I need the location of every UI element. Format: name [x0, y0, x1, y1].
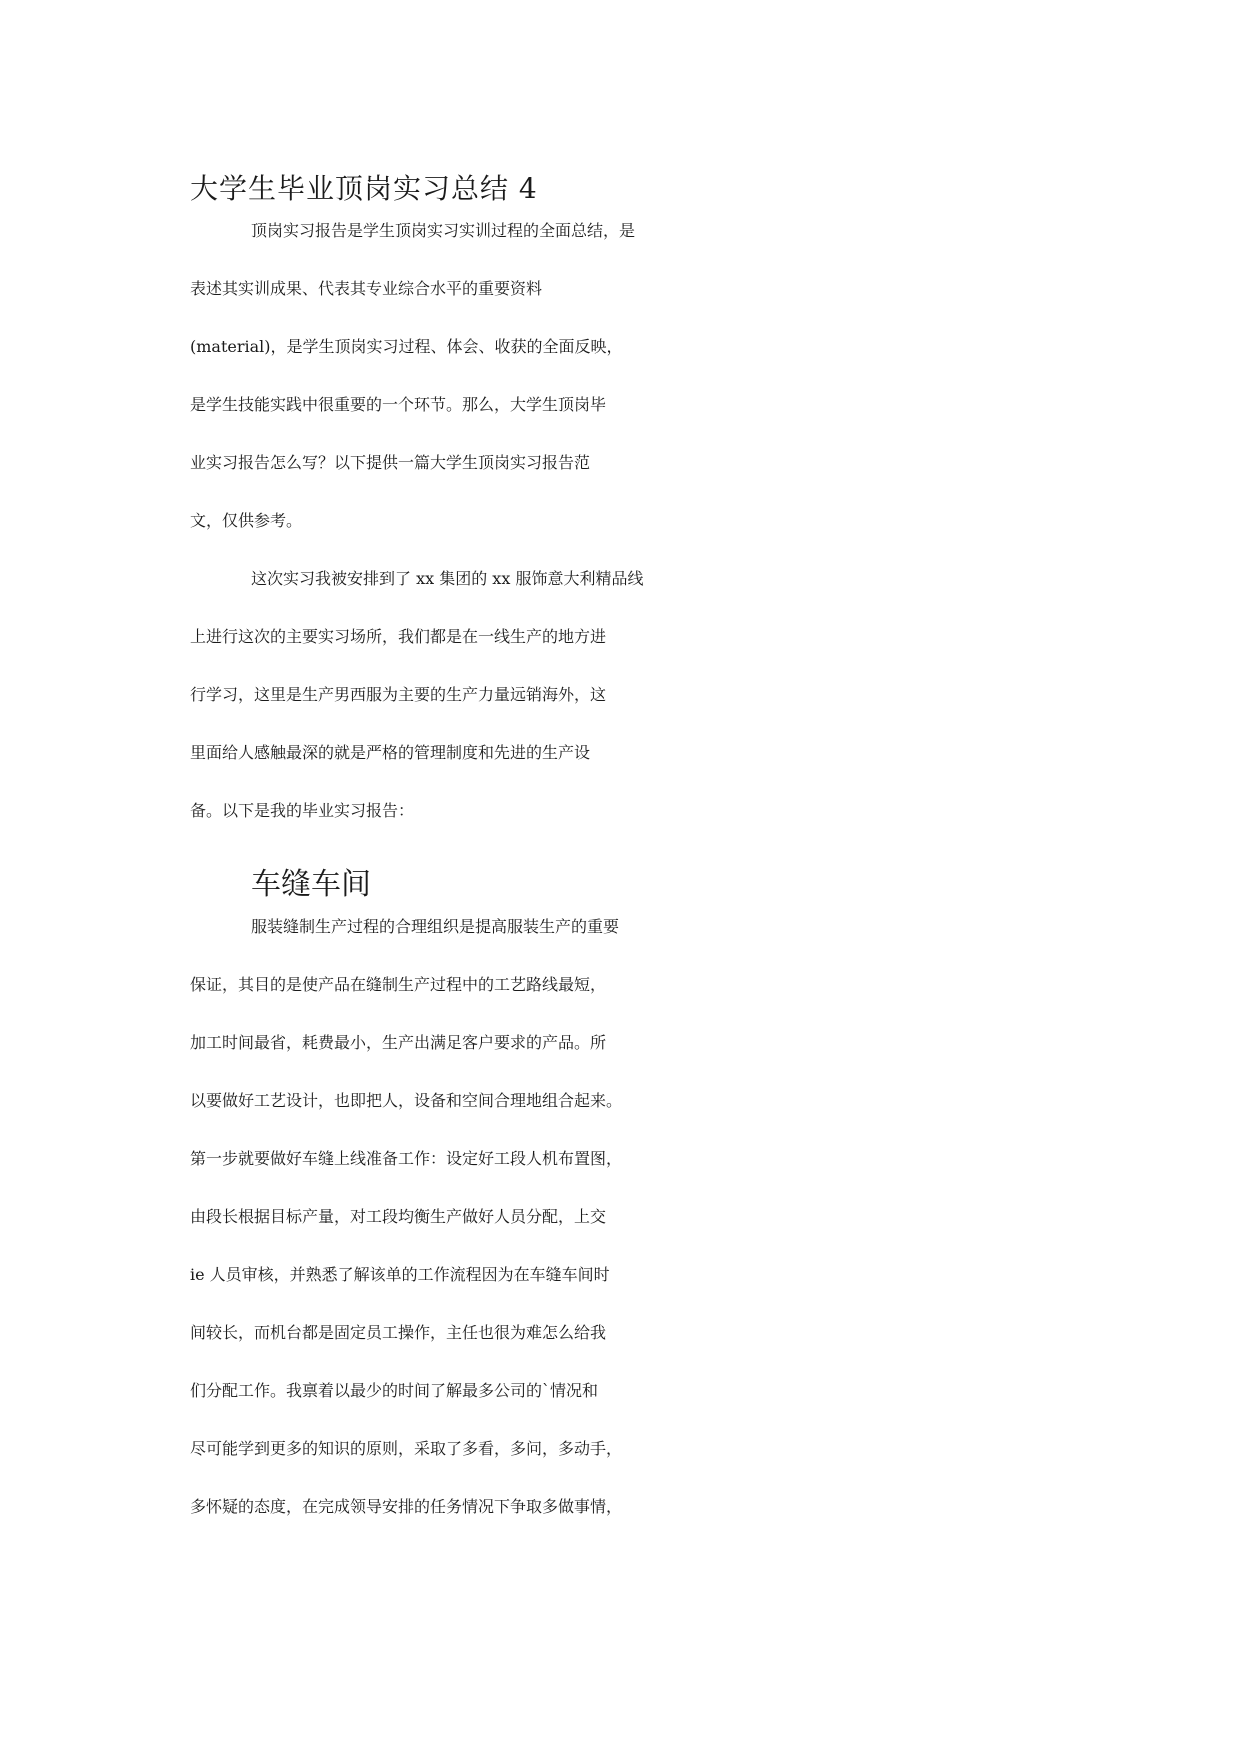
- text-line: 尽可能学到更多的知识的原则，采取了多看，多问，多动手，: [190, 1439, 623, 1458]
- section-heading: 车缝车间: [251, 867, 371, 902]
- text-line: 们分配工作。我禀着以最少的时间了解最多公司的`情况和: [190, 1381, 599, 1400]
- text-line: 上进行这次的主要实习场所，我们都是在一线生产的地方进: [190, 627, 607, 646]
- text-line: 保证，其目的是使产品在缝制生产过程中的工艺路线最短，: [190, 975, 607, 994]
- text-line: ie 人员审核，并熟悉了解该单的工作流程因为在车缝车间时: [190, 1265, 610, 1284]
- text-line: 以要做好工艺设计，也即把人，设备和空间合理地组合起来。: [190, 1091, 623, 1110]
- text-line: 是学生技能实践中很重要的一个环节。那么，大学生顶岗毕: [190, 395, 607, 414]
- text-line: 由段长根据目标产量，对工段均衡生产做好人员分配，上交: [190, 1207, 607, 1226]
- text-line: 文，仅供参考。: [190, 511, 303, 530]
- text-line: 表述其实训成果、代表其专业综合水平的重要资料: [190, 279, 543, 298]
- text-line: 行学习，这里是生产男西服为主要的生产力量远销海外，这: [190, 685, 607, 704]
- paragraph-internship-placement: [190, 566, 1060, 856]
- text-line: 服装缝制生产过程的合理组织是提高服装生产的重要: [251, 917, 620, 936]
- text-line: 顶岗实习报告是学生顶岗实习实训过程的全面总结，是: [251, 221, 636, 240]
- text-line: 备。以下是我的毕业实习报告：: [190, 801, 415, 820]
- document-body: [190, 160, 1060, 1552]
- text-line: 业实习报告怎么写？以下提供一篇大学生顶岗实习报告范: [190, 453, 591, 472]
- text-line: 加工时间最省，耗费最小，生产出满足客户要求的产品。所: [190, 1033, 607, 1052]
- text-line: 间较长，而机台都是固定员工操作，主任也很为难怎么给我: [190, 1323, 607, 1342]
- text-line: 多怀疑的态度，在完成领导安排的任务情况下争取多做事情，: [190, 1497, 623, 1516]
- text-line: (material)，是学生顶岗实习过程、体会、收获的全面反映，: [190, 337, 623, 356]
- paragraph-intro: [190, 218, 1060, 566]
- paragraph-sewing-workshop: [190, 914, 1060, 1552]
- text-line: 这次实习我被安排到了 xx 集团的 xx 服饰意大利精品线: [251, 569, 644, 588]
- text-line: 里面给人感触最深的就是严格的管理制度和先进的生产设: [190, 743, 591, 762]
- document-title: 大学生毕业顶岗实习总结 4: [190, 172, 538, 205]
- text-line: 第一步就要做好车缝上线准备工作：设定好工段人机布置图，: [190, 1149, 623, 1168]
